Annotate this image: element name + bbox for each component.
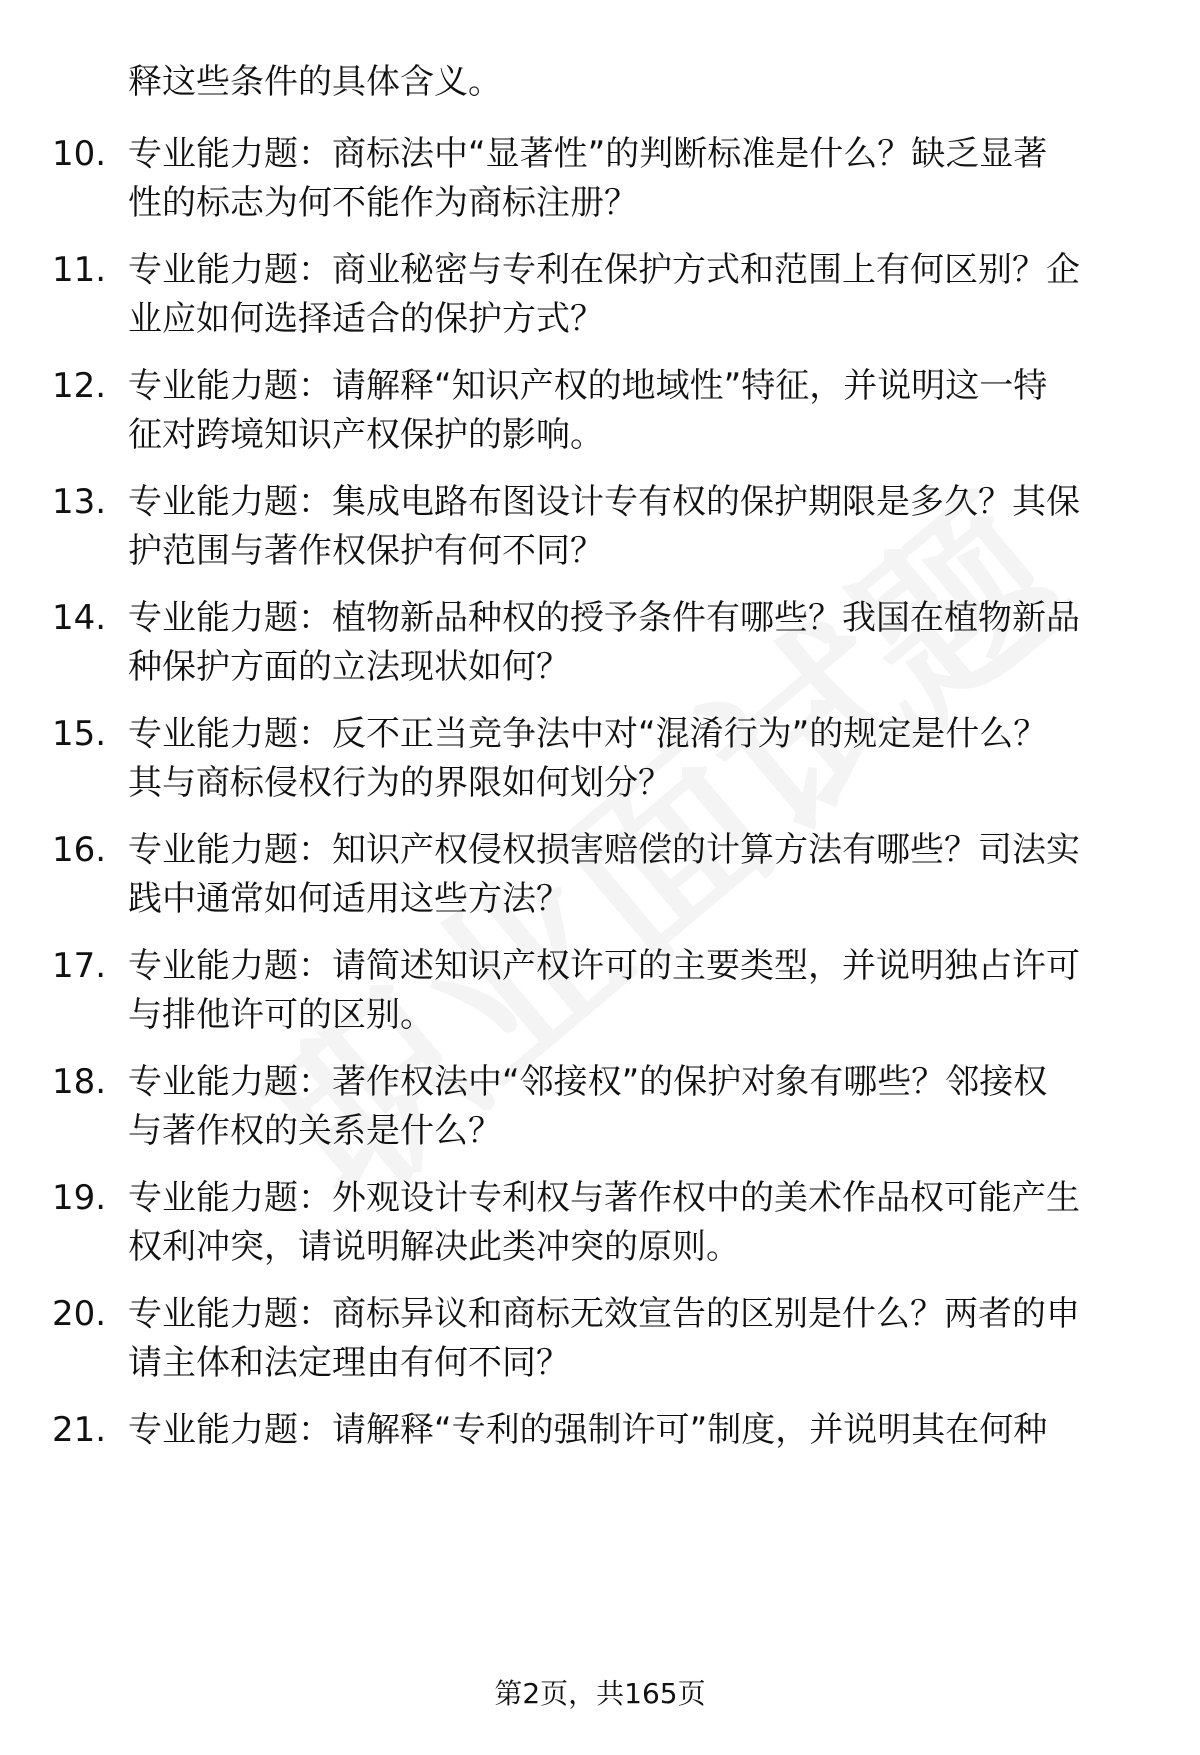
item-number: 11.: [52, 250, 107, 290]
item-number: 21.: [52, 1410, 107, 1450]
item-number: 12.: [52, 366, 107, 406]
item-text-line: 专业能力题：反不正当竞争法中对“混淆行为”的规定是什么？: [128, 714, 1048, 754]
item-number: 17.: [52, 946, 107, 986]
item-text-line: 专业能力题：外观设计专利权与著作权中的美术作品权可能产生: [128, 1178, 1080, 1218]
item-number: 13.: [52, 482, 107, 522]
item-text-line: 权利冲突，请说明解决此类冲突的原则。: [128, 1227, 740, 1267]
item-number: 16.: [52, 830, 107, 870]
item-text-line: 专业能力题：商标法中“显著性”的判断标准是什么？缺乏显著: [128, 134, 1048, 174]
item-text-line: 护范围与著作权保护有何不同？: [128, 531, 604, 571]
item-text-line: 践中通常如何适用这些方法？: [128, 879, 570, 919]
item-text-line: 专业能力题：商标异议和商标无效宣告的区别是什么？两者的申: [128, 1294, 1080, 1334]
item-number: 18.: [52, 1062, 107, 1102]
item-text-line: 专业能力题：知识产权侵权损害赔偿的计算方法有哪些？司法实: [128, 830, 1080, 870]
item-text-line: 专业能力题：请简述知识产权许可的主要类型，并说明独占许可: [128, 946, 1080, 986]
item-number: 19.: [52, 1178, 107, 1218]
item-text-line: 性的标志为何不能作为商标注册？: [128, 183, 638, 223]
item-text-line: 专业能力题：著作权法中“邻接权”的保护对象有哪些？邻接权: [128, 1062, 1048, 1102]
item-text-line: 请主体和法定理由有何不同？: [128, 1343, 570, 1383]
page-footer: 第2页，共165页: [494, 1677, 706, 1710]
item-number: 10.: [52, 134, 107, 174]
continuation-text: 释这些条件的具体含义。: [128, 62, 502, 102]
item-text-line: 业应如何选择适合的保护方式？: [128, 299, 604, 339]
item-number: 15.: [52, 714, 107, 754]
item-text-line: 与著作权的关系是什么？: [128, 1111, 502, 1151]
item-number: 14.: [52, 598, 107, 638]
item-text-line: 种保护方面的立法现状如何？: [128, 647, 570, 687]
item-text-line: 专业能力题：请解释“专利的强制许可”制度，并说明其在何种: [128, 1410, 1048, 1450]
item-text-line: 专业能力题：集成电路布图设计专有权的保护期限是多久？其保: [128, 482, 1080, 522]
item-text-line: 其与商标侵权行为的界限如何划分？: [128, 763, 672, 803]
item-number: 20.: [52, 1294, 107, 1334]
item-text-line: 专业能力题：植物新品种权的授予条件有哪些？我国在植物新品: [128, 598, 1080, 638]
item-text-line: 与排他许可的区别。: [128, 995, 434, 1035]
item-text-line: 专业能力题：商业秘密与专利在保护方式和范围上有何区别？企: [128, 250, 1080, 290]
item-text-line: 征对跨境知识产权保护的影响。: [128, 415, 604, 455]
item-text-line: 专业能力题：请解释“知识产权的地域性”特征，并说明这一特: [128, 366, 1048, 406]
